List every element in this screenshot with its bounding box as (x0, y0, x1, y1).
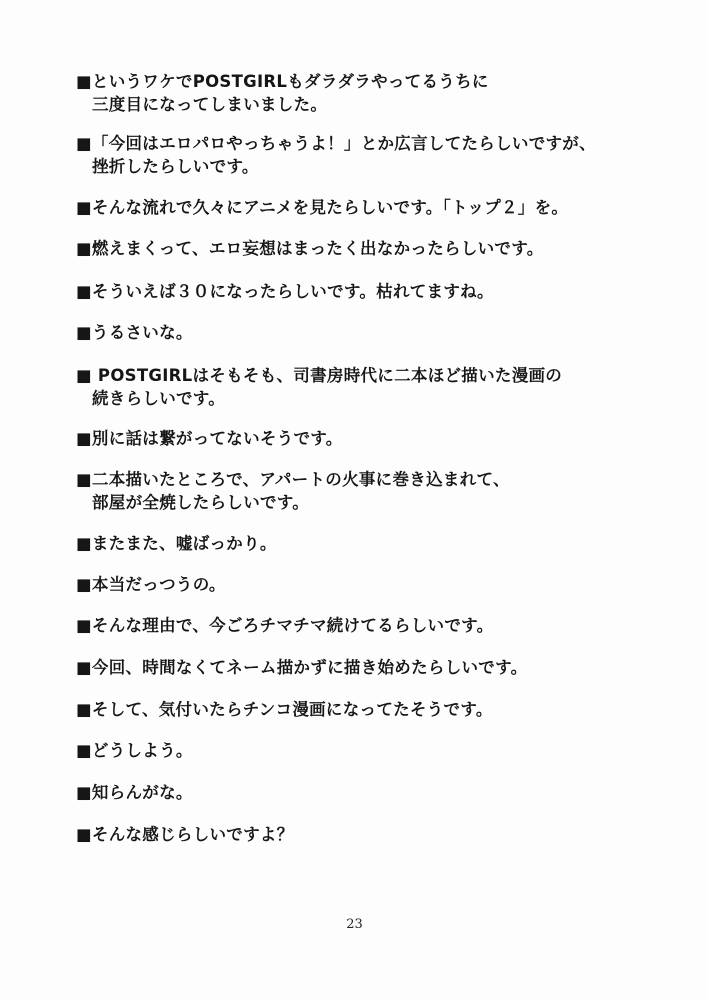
text-line: ■そんな流れで久々にアニメを見たらしいです。「トップ２」を。 (76, 198, 569, 217)
text-line: ■またまた、嘘ばっかり。 (76, 534, 277, 553)
text-line: ■そういえば３０になったらしいです。枯れてますね。 (76, 282, 494, 301)
text-line: ■どうしよう。 (76, 741, 193, 760)
text-line: 三度目になってしまいました。 (92, 95, 328, 114)
text-line: ■そんな理由で、今ごろチマチマ続けてるらしいです。 (76, 616, 494, 635)
paragraph (76, 573, 676, 596)
text-line: ■別に話は繋がってないそうです。 (76, 429, 343, 448)
text-line: ■知らんがな。 (76, 783, 193, 802)
text-line: 挫折したらしいです。 (92, 157, 259, 176)
text-line: ■そんな感じらしいですよ？ (76, 825, 294, 844)
page-number: 23 (346, 917, 363, 932)
paragraph (76, 656, 676, 679)
text-line: ■二本描いたところで、アパートの火事に巻き込まれて、 (76, 470, 510, 489)
paragraph (76, 468, 676, 514)
text-line: ■そして、気付いたらチンコ漫画になってたそうです。 (76, 700, 493, 719)
paragraph (76, 532, 676, 555)
paragraph (76, 614, 676, 637)
paragraph (76, 698, 676, 721)
text-line: ■ POSTGIRLはそもそも、司書房時代に二本ほど描いた漫画の (76, 366, 563, 385)
text-line: 部屋が全焼したらしいです。 (92, 493, 310, 512)
paragraph (76, 196, 676, 219)
text-line: ■「今回はエロパロやっちゃうよ！」とか広言してたらしいですが、 (76, 134, 596, 153)
text-line: ■本当だっつうの。 (76, 575, 226, 594)
paragraph (76, 321, 676, 344)
paragraph (76, 739, 676, 762)
text-line: ■というワケでPOSTGIRLもダラダラやってるうちに (76, 72, 489, 91)
paragraph (76, 70, 676, 116)
text-line: ■今回、時間なくてネーム描かずに描き始めたらしいです。 (76, 658, 528, 677)
paragraph (76, 132, 676, 178)
paragraph (76, 781, 676, 804)
paragraph (76, 364, 676, 410)
text-line: ■うるさいな。 (76, 323, 193, 342)
paragraph (76, 237, 676, 260)
text-line: 続きらしいです。 (92, 389, 226, 408)
paragraph (76, 280, 676, 303)
paragraph (76, 823, 676, 846)
text-line: ■燃えまくって、エロ妄想はまったく出なかったらしいです。 (76, 239, 544, 258)
paragraph (76, 427, 676, 450)
